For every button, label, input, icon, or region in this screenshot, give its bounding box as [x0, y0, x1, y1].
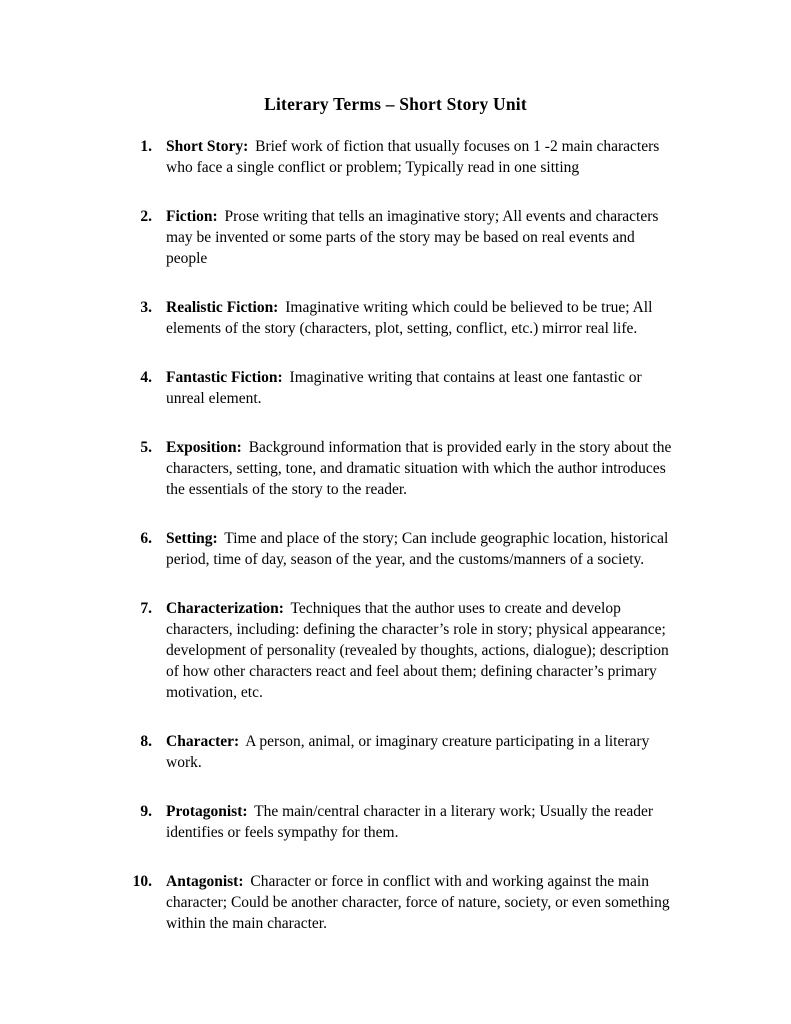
term-label: Fantastic Fiction:: [166, 369, 283, 386]
term-definition: Brief work of fiction that usually focuses on 1 -2 main characters who face a single conflict or problem; Typically read in one sitting: [166, 138, 660, 176]
term-number: 5.: [140, 439, 152, 456]
term-text: [166, 437, 673, 500]
term-definition: The main/central character in a literary work; Usually the reader identifies or feels sympathy for them.: [166, 803, 654, 841]
terms-list: [110, 136, 791, 934]
term-definition: Time and place of the story; Can include geographic location, historical period, time of day, season of the year, and the customs/manners of a society.: [166, 530, 669, 568]
term-definition: A person, animal, or imaginary creature participating in a literary work.: [166, 733, 650, 771]
term-text: [166, 598, 673, 703]
term-number: 4.: [140, 369, 152, 386]
term-number: 7.: [140, 600, 152, 617]
term-item: [110, 437, 791, 500]
term-number: 6.: [140, 530, 152, 547]
term-item: [110, 528, 791, 570]
term-number: 9.: [140, 803, 152, 820]
term-label: Characterization:: [166, 600, 284, 617]
term-text: [166, 801, 673, 843]
term-text: [166, 136, 673, 178]
term-item: [110, 206, 791, 269]
term-definition: Background information that is provided early in the story about the characters, setting, tone, and dramatic situation with which the author introduces the essentials of the story to the reader.: [166, 439, 672, 498]
term-definition: Techniques that the author uses to create and develop characters, including: defining the character’s role in story; physical appearance; development of personality (revealed by thoughts, actions, dialogue); description of how other characters react and feel about them; defining character’s primary motivation, etc.: [166, 600, 669, 701]
term-text: [166, 528, 673, 570]
term-text: [166, 731, 673, 773]
term-text: [166, 367, 673, 409]
term-number: 2.: [140, 208, 152, 225]
term-definition: Prose writing that tells an imaginative story; All events and characters may be invented or some parts of the story may be based on real events and people: [166, 208, 659, 267]
term-label: Protagonist:: [166, 803, 248, 820]
term-label: Exposition:: [166, 439, 242, 456]
term-number: 3.: [140, 299, 152, 316]
term-number: 10.: [132, 873, 152, 890]
term-label: Realistic Fiction:: [166, 299, 279, 316]
term-item: [110, 731, 791, 773]
term-definition: Imaginative writing which could be believed to be true; All elements of the story (characters, plot, setting, conflict, etc.) mirror real life.: [166, 299, 653, 337]
term-item: [110, 801, 791, 843]
page-title: Literary Terms – Short Story Unit: [264, 94, 527, 114]
term-label: Setting:: [166, 530, 218, 547]
term-text: [166, 297, 673, 339]
term-item: [110, 297, 791, 339]
term-definition: Imaginative writing that contains at least one fantastic or unreal element.: [166, 369, 642, 407]
term-item: [110, 598, 791, 703]
term-label: Short Story:: [166, 138, 249, 155]
term-text: [166, 871, 673, 934]
term-number: 1.: [140, 138, 152, 155]
term-label: Character:: [166, 733, 240, 750]
term-definition: Character or force in conflict with and working against the main character; Could be another character, force of nature, society, or even something within the main character.: [166, 873, 670, 932]
term-item: [110, 871, 791, 934]
term-text: [166, 206, 673, 269]
term-item: [110, 136, 791, 178]
term-number: 8.: [140, 733, 152, 750]
term-label: Fiction:: [166, 208, 218, 225]
term-label: Antagonist:: [166, 873, 244, 890]
term-item: [110, 367, 791, 409]
